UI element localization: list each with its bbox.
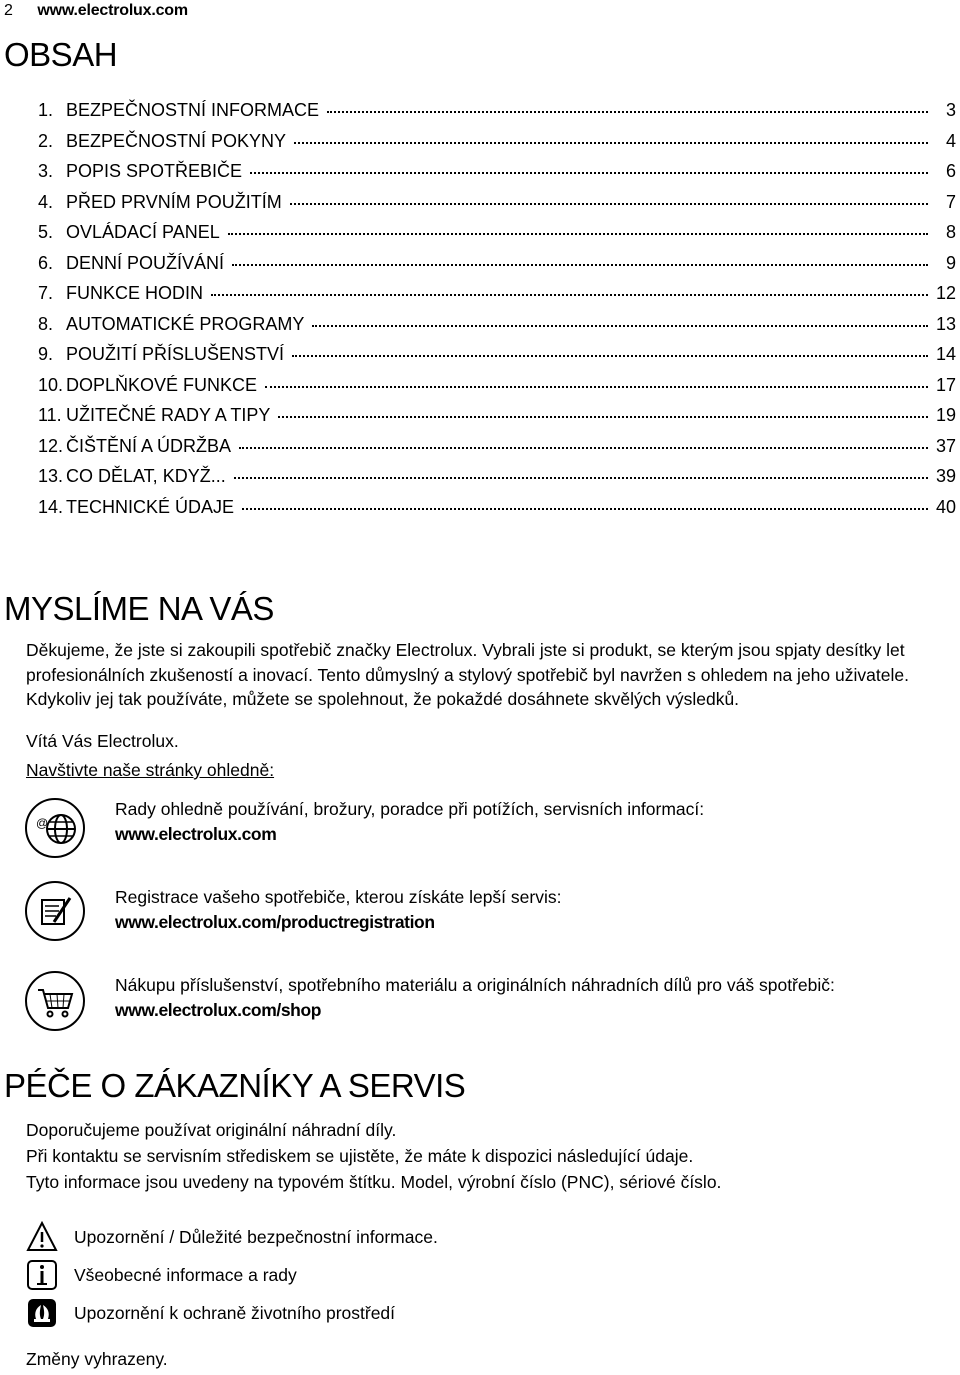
toc-item-number: 10.	[38, 374, 64, 395]
notice-text: Upozornění k ochraně životního prostředí	[74, 1302, 396, 1323]
toc-item-title: PŘED PRVNÍM POUŽITÍM	[66, 191, 282, 212]
toc-item-page: 17	[935, 374, 956, 395]
page-number: 2	[4, 2, 13, 19]
website-link[interactable]: www.electrolux.com	[37, 2, 188, 19]
link-block-registration	[115, 885, 561, 935]
toc-item-page: 8	[945, 222, 956, 242]
toc-heading: OBSAH	[4, 36, 118, 73]
notice-text: Všeobecné informace a rady	[74, 1264, 297, 1285]
toc-leader-dots	[278, 416, 928, 418]
toc-item[interactable]	[38, 344, 956, 375]
toc-item-number: 14.	[38, 496, 64, 517]
registration-url-link[interactable]: www.electrolux.com/productregistration	[115, 912, 435, 932]
toc-item[interactable]	[38, 466, 956, 497]
toc-leader-dots	[239, 447, 928, 449]
changes-note: Změny vyhrazeny.	[26, 1349, 168, 1369]
toc-item-number: 5.	[38, 222, 54, 242]
care-line: Doporučujeme používat originální náhradní díly.	[26, 1120, 397, 1140]
toc-leader-dots	[294, 142, 928, 144]
care-text	[26, 1117, 956, 1195]
toc-item-title: DENNÍ POUŽÍVÁNÍ	[66, 252, 225, 273]
toc-item[interactable]	[38, 192, 956, 223]
environment-icon	[26, 1297, 58, 1329]
support-url-link[interactable]: www.electrolux.com	[115, 824, 277, 844]
notice-environment	[26, 1297, 395, 1329]
globe-icon	[24, 797, 86, 859]
toc-item-title: POUŽITÍ PŘÍSLUŠENSTVÍ	[66, 344, 285, 364]
toc-item-number: 11.	[38, 405, 62, 425]
toc-item-number: 2.	[38, 130, 54, 151]
registration-icon	[24, 880, 86, 942]
toc-item[interactable]	[38, 497, 956, 528]
toc-leader-dots	[312, 325, 928, 327]
toc-item-number: 6.	[38, 252, 54, 273]
notice-info	[26, 1259, 297, 1291]
toc-item-number: 1.	[38, 100, 54, 120]
toc-item-page: 39	[935, 466, 956, 486]
link-description: Registrace vašeho spotřebiče, kterou získáte lepší servis:	[115, 887, 562, 907]
toc-item-title: FUNKCE HODIN	[66, 283, 204, 303]
toc-item[interactable]	[38, 100, 956, 131]
toc-item[interactable]	[38, 405, 956, 436]
welcome-text: Vítá Vás Electrolux.	[26, 731, 179, 751]
notice-text: Upozornění / Důležité bezpečnostní informace.	[74, 1226, 438, 1247]
toc-item[interactable]	[38, 283, 956, 314]
toc-leader-dots	[290, 203, 928, 205]
toc-item-title: TECHNICKÉ ÚDAJE	[66, 496, 235, 517]
toc-item-number: 3.	[38, 161, 54, 181]
toc-item-page: 4	[945, 130, 956, 151]
toc-item-number: 12.	[38, 435, 64, 456]
toc-item-title: OVLÁDACÍ PANEL	[66, 222, 220, 242]
toc-item-title: ČIŠTĚNÍ A ÚDRŽBA	[66, 435, 232, 456]
toc-leader-dots	[250, 172, 928, 174]
toc-item[interactable]	[38, 222, 956, 253]
toc-leader-dots	[242, 508, 928, 510]
notice-warning	[26, 1221, 438, 1253]
toc-item-number: 4.	[38, 191, 54, 212]
toc-leader-dots	[234, 477, 928, 479]
toc-item-page: 7	[945, 191, 956, 212]
toc-item-title: AUTOMATICKÉ PROGRAMY	[66, 313, 305, 334]
toc-item[interactable]	[38, 436, 956, 467]
toc-item-number: 9.	[38, 344, 54, 364]
toc-leader-dots	[228, 233, 928, 235]
toc-leader-dots	[327, 111, 928, 113]
shop-url-link[interactable]: www.electrolux.com/shop	[115, 1000, 322, 1020]
page-header	[4, 2, 188, 20]
link-block-support	[115, 797, 704, 847]
toc-item[interactable]	[38, 253, 956, 284]
toc-item-page: 19	[935, 405, 956, 425]
thinking-heading: MYSLÍME NA VÁS	[4, 590, 274, 627]
toc-item[interactable]	[38, 375, 956, 406]
toc-leader-dots	[265, 386, 928, 388]
visit-text: Navštivte naše stránky ohledně:	[26, 760, 275, 780]
toc-item-page: 12	[935, 283, 956, 303]
care-heading: PÉČE O ZÁKAZNÍKY A SERVIS	[4, 1067, 466, 1104]
toc-item-page: 9	[945, 252, 956, 273]
intro-paragraph: Děkujeme, že jste si zakoupili spotřebič značky Electrolux. Vybrali jste si produkt, se kterým jsou spjaty desítky let profesionálních zkušeností a inovací. Tento důmyslný a stylový spotřebič byl navržen s ohledem na jeho uživatele. Kdykoliv jej tak používáte, můžete se spolehnout, že pokaždé dosáhnete skvělých výsledků.	[26, 640, 909, 709]
toc-item-number: 7.	[38, 283, 54, 303]
toc-item-number: 13.	[38, 466, 64, 486]
toc-item-title: POPIS SPOTŘEBIČE	[66, 161, 243, 181]
svg-text:@: @	[36, 816, 49, 830]
info-icon	[26, 1259, 58, 1291]
toc-item-title: UŽITEČNÉ RADY A TIPY	[66, 405, 271, 425]
toc-item-title: DOPLŇKOVÉ FUNKCE	[66, 374, 258, 395]
toc-item-page: 3	[945, 100, 956, 120]
toc-item-page: 6	[945, 161, 956, 181]
link-description: Nákupu příslušenství, spotřebního materiálu a originálních náhradních dílů pro váš spotřebič:	[115, 975, 835, 995]
toc-item[interactable]	[38, 314, 956, 345]
toc-item-number: 8.	[38, 313, 54, 334]
toc-item-title: CO DĚLAT, KDYŽ...	[66, 466, 226, 486]
care-line: Při kontaktu se servisním střediskem se ujistěte, že máte k dispozici následující údaje.	[26, 1146, 694, 1166]
toc-leader-dots	[232, 264, 928, 266]
toc-item-page: 40	[935, 496, 956, 517]
toc-item-title: BEZPEČNOSTNÍ POKYNY	[66, 130, 287, 151]
link-description: Rady ohledně používání, brožury, poradce při potížích, servisních informací:	[115, 799, 705, 819]
toc-item-page: 37	[935, 435, 956, 456]
toc-leader-dots	[292, 355, 928, 357]
table-of-contents	[38, 100, 956, 527]
shopping-cart-icon	[24, 970, 86, 1032]
toc-item[interactable]	[38, 131, 956, 162]
link-block-shop	[115, 973, 835, 1023]
warning-icon	[26, 1221, 58, 1253]
toc-item-title: BEZPEČNOSTNÍ INFORMACE	[66, 100, 320, 120]
toc-item[interactable]	[38, 161, 956, 192]
toc-item-page: 13	[935, 313, 956, 334]
toc-leader-dots	[211, 294, 928, 296]
toc-item-page: 14	[935, 344, 956, 364]
care-line: Tyto informace jsou uvedeny na typovém štítku. Model, výrobní číslo (PNC), sériové číslo.	[26, 1172, 722, 1192]
